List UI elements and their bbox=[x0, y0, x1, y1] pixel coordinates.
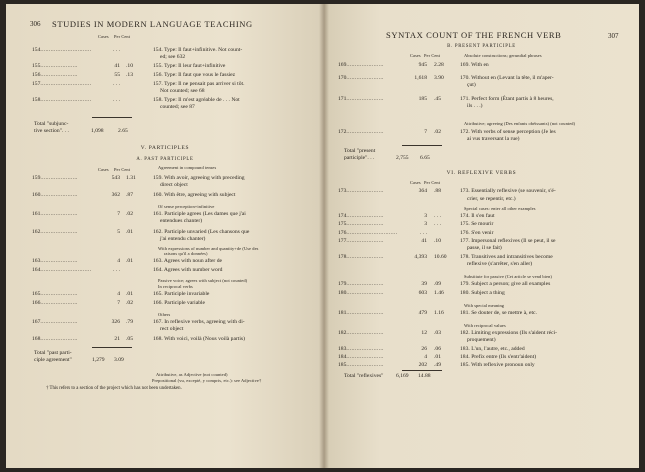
row-percent: .02 bbox=[434, 129, 441, 135]
row-number-text: 181 bbox=[338, 310, 347, 316]
leader-dots: ...................... bbox=[346, 289, 384, 296]
row-number bbox=[32, 267, 91, 273]
leader-dots: ...................... bbox=[346, 221, 384, 228]
row-description: 174. Il s'en faut bbox=[460, 212, 495, 219]
row-description: entendues chanter) bbox=[160, 218, 203, 225]
book-gutter bbox=[319, 4, 329, 468]
row-cases: . . . bbox=[113, 267, 120, 273]
column-header-percent: Per Cent bbox=[114, 166, 131, 172]
row-cases: 39 bbox=[421, 281, 427, 288]
category-label: Special cases: enter all other examples bbox=[464, 205, 536, 211]
category-label: Agreement in compound tenses bbox=[158, 164, 217, 170]
page-number: 307 bbox=[608, 32, 619, 40]
row-number bbox=[338, 346, 384, 352]
category-label: Substitute for passive (Cet article se vend bien) bbox=[464, 274, 552, 280]
row-description: 168. With voici, voilà (Nous voilà partis) bbox=[153, 336, 245, 343]
row-cases: . . . bbox=[420, 229, 427, 236]
row-number bbox=[338, 330, 384, 336]
row-cases: 4 bbox=[424, 353, 427, 360]
running-head: STUDIES IN MODERN LANGUAGE TEACHING bbox=[52, 19, 253, 29]
row-description: 166. Participle variable bbox=[153, 300, 206, 306]
row-number bbox=[32, 63, 78, 69]
row-number bbox=[32, 81, 91, 87]
row-number bbox=[32, 97, 91, 103]
row-description: 178. Transitives and intransitives become bbox=[460, 253, 553, 260]
row-description: 182. Limiting expressions (Ils s'aident réci- bbox=[460, 330, 558, 337]
running-head: SYNTAX COUNT OF THE FRENCH VERB bbox=[386, 30, 562, 40]
row-description: 181. Se douter de, se mettre à, etc. bbox=[460, 310, 537, 316]
row-cases: 55 bbox=[114, 71, 120, 78]
row-description: 157. Type: Il ne pensait pas arriver si tôt. bbox=[153, 80, 245, 87]
row-number bbox=[32, 336, 78, 342]
footnote: † This refers to a section of the project which has not been undertaken. bbox=[46, 385, 182, 391]
row-description: 179. Subject a person; give all examples bbox=[460, 281, 551, 288]
section-heading: VI. REFLEXIVE VERBS bbox=[446, 170, 517, 177]
category-label: Passive voice; agrees with subject (not counted) bbox=[158, 278, 248, 283]
row-cases: . . . bbox=[113, 96, 120, 103]
leader-dots: ...................... bbox=[346, 129, 384, 135]
row-number-text: 182 bbox=[338, 330, 347, 337]
column-header-cases: Cases bbox=[410, 180, 421, 186]
row-cases: 7 bbox=[117, 211, 120, 218]
total-cases: 2,755 bbox=[396, 155, 409, 162]
row-description: j'ai entendu chanter) bbox=[160, 235, 206, 242]
row-description: ils . . .) bbox=[467, 102, 483, 109]
leader-dots: ...................... bbox=[346, 238, 384, 244]
leader-dots: ...................... bbox=[346, 253, 384, 260]
row-cases: 3 bbox=[424, 212, 427, 219]
row-description: 170. Without en (Levant la tête, il m'aper- bbox=[460, 75, 554, 82]
row-cases: 7 bbox=[117, 300, 120, 306]
row-description: 154. Type: Il faut+infinitive. Not count- bbox=[153, 47, 243, 53]
leader-dots: ...................... bbox=[346, 212, 384, 219]
row-percent: .02 bbox=[126, 300, 133, 306]
leader-dots: ...................... bbox=[346, 75, 384, 82]
leader-dots: ...................... bbox=[40, 336, 78, 343]
row-cases: 479 bbox=[418, 310, 427, 316]
row-number-text: 176 bbox=[338, 229, 347, 236]
row-number-text: 164 bbox=[32, 267, 41, 273]
row-number bbox=[32, 211, 78, 217]
row-description: 156. Type: Il faut que vous le fassiez bbox=[153, 71, 236, 78]
leader-dots: ...................... bbox=[40, 258, 78, 264]
row-number-text: 159 bbox=[32, 174, 41, 181]
row-cases: 185 bbox=[418, 95, 427, 102]
row-percent: .49 bbox=[434, 362, 441, 368]
leader-dots: .............................. bbox=[346, 229, 398, 236]
note-line: Attributive, as Adjective (not counted) bbox=[156, 371, 228, 377]
leader-dots: ...................... bbox=[346, 281, 384, 288]
row-percent: .05 bbox=[126, 336, 133, 343]
row-number-text: 157 bbox=[32, 80, 41, 87]
row-percent: 3.90 bbox=[434, 75, 444, 82]
leader-dots: ...................... bbox=[346, 353, 384, 360]
row-number bbox=[32, 300, 78, 306]
row-description: 167. In reflexive verbs, agreeing with di- bbox=[153, 319, 245, 325]
row-number-text: 154 bbox=[32, 47, 41, 53]
row-description: 160. With être, agreeing with subject bbox=[153, 192, 236, 198]
row-description: 185. With reflexive pronoun only bbox=[460, 362, 535, 368]
row-number bbox=[338, 310, 384, 316]
note-line: Prepositional (vu, excepté, y compris, etc.): see Adjective† bbox=[152, 377, 262, 383]
column-header-percent: Per Cent bbox=[114, 34, 131, 39]
row-cases: 26 bbox=[421, 345, 427, 352]
row-cases: 1,618 bbox=[414, 75, 427, 82]
row-number-text: 156 bbox=[32, 71, 41, 78]
row-cases: 362 bbox=[111, 192, 120, 198]
leader-dots: ...................... bbox=[40, 192, 78, 198]
row-number bbox=[338, 230, 397, 236]
category-label: Attributive; agreeing (Des enfants obéissants) (not counted) bbox=[464, 121, 576, 126]
row-description: proquement) bbox=[467, 337, 496, 344]
row-description: reflexive (s'arrêter, s'en aller) bbox=[467, 260, 533, 267]
row-cases: 543 bbox=[111, 174, 120, 181]
row-number-text: 163 bbox=[32, 258, 41, 264]
category-label: With expressions of number and quantity+de (Use des bbox=[158, 246, 259, 251]
row-description: 177. Impersonal reflexives (Il se peut, il se bbox=[460, 238, 556, 244]
row-number bbox=[338, 213, 384, 219]
row-description: ai vus traversant la rue) bbox=[467, 136, 520, 143]
right-page bbox=[324, 4, 639, 468]
column-header-percent: Per Cent bbox=[424, 53, 441, 58]
row-cases: 4 bbox=[117, 291, 120, 297]
total-label: Total "past parti- bbox=[34, 349, 72, 356]
row-cases: 41 bbox=[114, 63, 120, 69]
row-number bbox=[338, 62, 384, 68]
row-number bbox=[32, 258, 78, 264]
total-percent: 6.65 bbox=[420, 155, 430, 162]
row-number-text: 165 bbox=[32, 291, 41, 297]
row-description: rect object bbox=[160, 326, 184, 333]
row-cases: . . . bbox=[113, 80, 120, 87]
leader-dots: ...................... bbox=[40, 291, 78, 297]
row-number-text: 177 bbox=[338, 238, 347, 244]
category-label: With reciprocal values bbox=[464, 323, 506, 329]
row-description: 176. S'en venir bbox=[460, 229, 494, 236]
row-percent: .87 bbox=[126, 192, 133, 198]
row-description: 165. Participle invariable bbox=[153, 291, 210, 297]
row-description: 175. Se mourir bbox=[460, 221, 494, 228]
row-percent: .02 bbox=[126, 211, 133, 218]
row-description: passe, il se fait) bbox=[467, 245, 502, 252]
total-label: ciple agreement" bbox=[34, 356, 72, 363]
row-description: 172. With verbs of sense perception (Je les bbox=[460, 129, 556, 135]
row-number-text: 172 bbox=[338, 129, 347, 135]
subsection-heading: A. PAST PARTICIPLE bbox=[136, 156, 194, 162]
leader-dots: .............................. bbox=[40, 267, 92, 273]
book-spread bbox=[6, 4, 639, 468]
leader-dots: .............................. bbox=[40, 80, 92, 87]
leader-dots: ...................... bbox=[40, 211, 78, 218]
row-number bbox=[338, 96, 384, 102]
total-cases: 1,279 bbox=[92, 356, 105, 363]
row-percent: 1.46 bbox=[434, 289, 444, 296]
row-description: 162. Participle unvaried (Les chansons que bbox=[153, 228, 250, 235]
category-label: Of sense perception+infinitive bbox=[158, 204, 215, 210]
row-description: 173. Essentially reflexive (se souvenir, s'é- bbox=[460, 188, 556, 195]
total-percent: 3.09 bbox=[114, 356, 124, 363]
row-description: ed; see 632 bbox=[160, 54, 186, 61]
total-label: Total "present bbox=[344, 148, 376, 155]
row-cases: 4,393 bbox=[414, 253, 427, 260]
total-label: tive section". . . bbox=[34, 127, 69, 134]
row-number-text: 180 bbox=[338, 289, 347, 296]
row-description: 169. With en bbox=[460, 62, 489, 68]
row-number bbox=[32, 175, 78, 181]
row-number-text: 155 bbox=[32, 63, 41, 69]
total-label: Total "subjunc- bbox=[34, 120, 69, 127]
leader-dots: .............................. bbox=[40, 47, 92, 53]
total-percent: 14.88 bbox=[418, 373, 431, 380]
leader-dots: ...................... bbox=[346, 362, 384, 368]
leader-dots: ...................... bbox=[40, 319, 78, 325]
row-cases: 21 bbox=[114, 336, 120, 343]
row-cases: 603 bbox=[418, 289, 427, 296]
row-percent: . . . bbox=[434, 221, 441, 228]
row-percent: .13 bbox=[126, 71, 133, 78]
row-number bbox=[32, 72, 78, 78]
row-description: counted; see 87 bbox=[160, 103, 195, 110]
column-header-cases: Cases bbox=[98, 34, 109, 39]
row-description: 164. Agrees with number word bbox=[153, 267, 223, 273]
row-description: direct object bbox=[160, 181, 188, 188]
leader-dots: ...................... bbox=[40, 300, 78, 306]
row-number bbox=[32, 291, 78, 297]
total-rule bbox=[92, 347, 132, 348]
row-percent: .88 bbox=[434, 188, 441, 195]
row-percent: 2.28 bbox=[434, 62, 444, 68]
row-number bbox=[338, 254, 384, 260]
leader-dots: .............................. bbox=[40, 96, 92, 103]
row-percent: . . . bbox=[434, 212, 441, 219]
category-label: In reciprocal verbs bbox=[158, 284, 193, 289]
row-description: çut) bbox=[467, 82, 476, 89]
row-number-text: 179 bbox=[338, 281, 347, 288]
total-rule bbox=[402, 145, 442, 146]
row-number bbox=[338, 129, 384, 135]
section-heading: V. PARTICIPLES bbox=[140, 144, 190, 151]
row-cases: 326 bbox=[111, 319, 120, 325]
row-cases: 3 bbox=[424, 221, 427, 228]
row-percent: .01 bbox=[434, 353, 441, 360]
total-rule bbox=[402, 370, 442, 371]
subsection-heading: B. PRESENT PARTICIPLE bbox=[447, 44, 516, 49]
row-number-text: 183 bbox=[338, 345, 347, 352]
row-cases: 202 bbox=[418, 362, 427, 368]
row-cases: . . . bbox=[113, 47, 120, 53]
row-number bbox=[338, 362, 384, 368]
row-number-text: 161 bbox=[32, 211, 41, 218]
row-description: crier, se repentir, etc.) bbox=[467, 195, 516, 202]
leader-dots: ...................... bbox=[346, 330, 384, 337]
row-number-text: 168 bbox=[32, 336, 41, 343]
row-number bbox=[338, 221, 384, 227]
column-header-cases: Cases bbox=[410, 53, 421, 58]
leader-dots: ...................... bbox=[40, 71, 78, 78]
row-number-text: 160 bbox=[32, 192, 41, 198]
row-number bbox=[32, 47, 91, 53]
row-description: Not counted; see 68 bbox=[160, 87, 205, 94]
row-cases: 364 bbox=[418, 188, 427, 195]
row-number-text: 184 bbox=[338, 353, 347, 360]
row-percent: 10.60 bbox=[434, 253, 447, 260]
category-label: With special meaning bbox=[464, 303, 505, 308]
row-number bbox=[338, 188, 384, 194]
row-description: 159. With avoir, agreeing with preceding bbox=[153, 174, 245, 181]
row-cases: 7 bbox=[424, 129, 427, 135]
leader-dots: ...................... bbox=[346, 95, 384, 102]
leader-dots: ...................... bbox=[346, 310, 384, 316]
row-number-text: 171 bbox=[338, 95, 347, 102]
category-label: Absolute constructions; gerundial phrases bbox=[464, 53, 542, 58]
row-percent: .09 bbox=[434, 281, 441, 288]
row-cases: 41 bbox=[421, 238, 427, 244]
row-cases: 12 bbox=[421, 330, 427, 337]
row-number bbox=[32, 319, 78, 325]
row-number-text: 178 bbox=[338, 253, 347, 260]
row-percent: 1.16 bbox=[434, 310, 444, 316]
column-header-cases: Cases bbox=[98, 166, 109, 172]
row-description: 155. Type: Il leur faut+infinitive bbox=[153, 63, 226, 69]
row-percent: .79 bbox=[126, 319, 133, 325]
row-percent: .45 bbox=[434, 95, 441, 102]
row-percent: .10 bbox=[434, 238, 441, 244]
row-percent: .01 bbox=[126, 228, 133, 235]
row-description: 183. L'un, l'autre, etc., added bbox=[460, 345, 525, 352]
row-number bbox=[32, 229, 78, 235]
total-label: participle". . . bbox=[344, 155, 375, 162]
leader-dots: ...................... bbox=[40, 63, 78, 69]
page-number: 306 bbox=[30, 20, 41, 28]
row-number bbox=[338, 238, 384, 244]
total-percent: 2.65 bbox=[118, 127, 128, 134]
row-number-text: 158 bbox=[32, 96, 41, 103]
category-label: raisons qu'il a données) bbox=[164, 251, 208, 256]
row-number-text: 175 bbox=[338, 221, 347, 228]
row-percent: 1.31 bbox=[126, 174, 136, 181]
row-cases: 945 bbox=[418, 62, 427, 68]
total-rule bbox=[92, 117, 132, 118]
row-description: 184. Prefix entre (Ils s'entr'aident) bbox=[460, 353, 537, 360]
row-number bbox=[338, 290, 384, 296]
row-description: 158. Type: Il m'est agréable de . . . Not bbox=[153, 96, 240, 103]
left-page bbox=[6, 4, 324, 468]
leader-dots: ...................... bbox=[40, 228, 78, 235]
row-number bbox=[338, 281, 384, 287]
row-percent: .10 bbox=[126, 63, 133, 69]
row-number-text: 167 bbox=[32, 319, 41, 325]
total-cases: 6,169 bbox=[396, 373, 409, 380]
row-percent: .01 bbox=[126, 258, 133, 264]
row-description: 180. Subject a thing bbox=[460, 289, 505, 296]
category-label: Others bbox=[158, 312, 171, 317]
row-cases: 5 bbox=[117, 228, 120, 235]
leader-dots: ...................... bbox=[346, 62, 384, 68]
row-number-text: 185 bbox=[338, 362, 347, 368]
row-number-text: 173 bbox=[338, 188, 347, 195]
row-percent: .06 bbox=[434, 345, 441, 352]
row-percent: .01 bbox=[126, 291, 133, 297]
total-cases: 1,098 bbox=[91, 127, 104, 134]
row-number-text: 162 bbox=[32, 228, 41, 235]
row-description: 161. Participle agrees (Les dames que j'ai bbox=[153, 211, 246, 218]
row-cases: 4 bbox=[117, 258, 120, 264]
row-percent: .03 bbox=[434, 330, 441, 337]
row-description: 163. Agrees with noun after de bbox=[153, 258, 222, 264]
leader-dots: ...................... bbox=[346, 345, 384, 352]
row-description: 171. Perfect form (Étant partis à 8 heures, bbox=[460, 95, 554, 102]
row-number-text: 174 bbox=[338, 212, 347, 219]
column-header-percent: Per Cent bbox=[424, 180, 441, 186]
leader-dots: ...................... bbox=[40, 174, 78, 181]
row-number bbox=[32, 192, 78, 198]
row-number-text: 169 bbox=[338, 62, 347, 68]
total-label: Total "reflexives" bbox=[344, 373, 384, 380]
leader-dots: ...................... bbox=[346, 188, 384, 195]
row-number bbox=[338, 75, 384, 81]
row-number-text: 166 bbox=[32, 300, 41, 306]
row-number-text: 170 bbox=[338, 75, 347, 82]
row-number bbox=[338, 354, 384, 360]
